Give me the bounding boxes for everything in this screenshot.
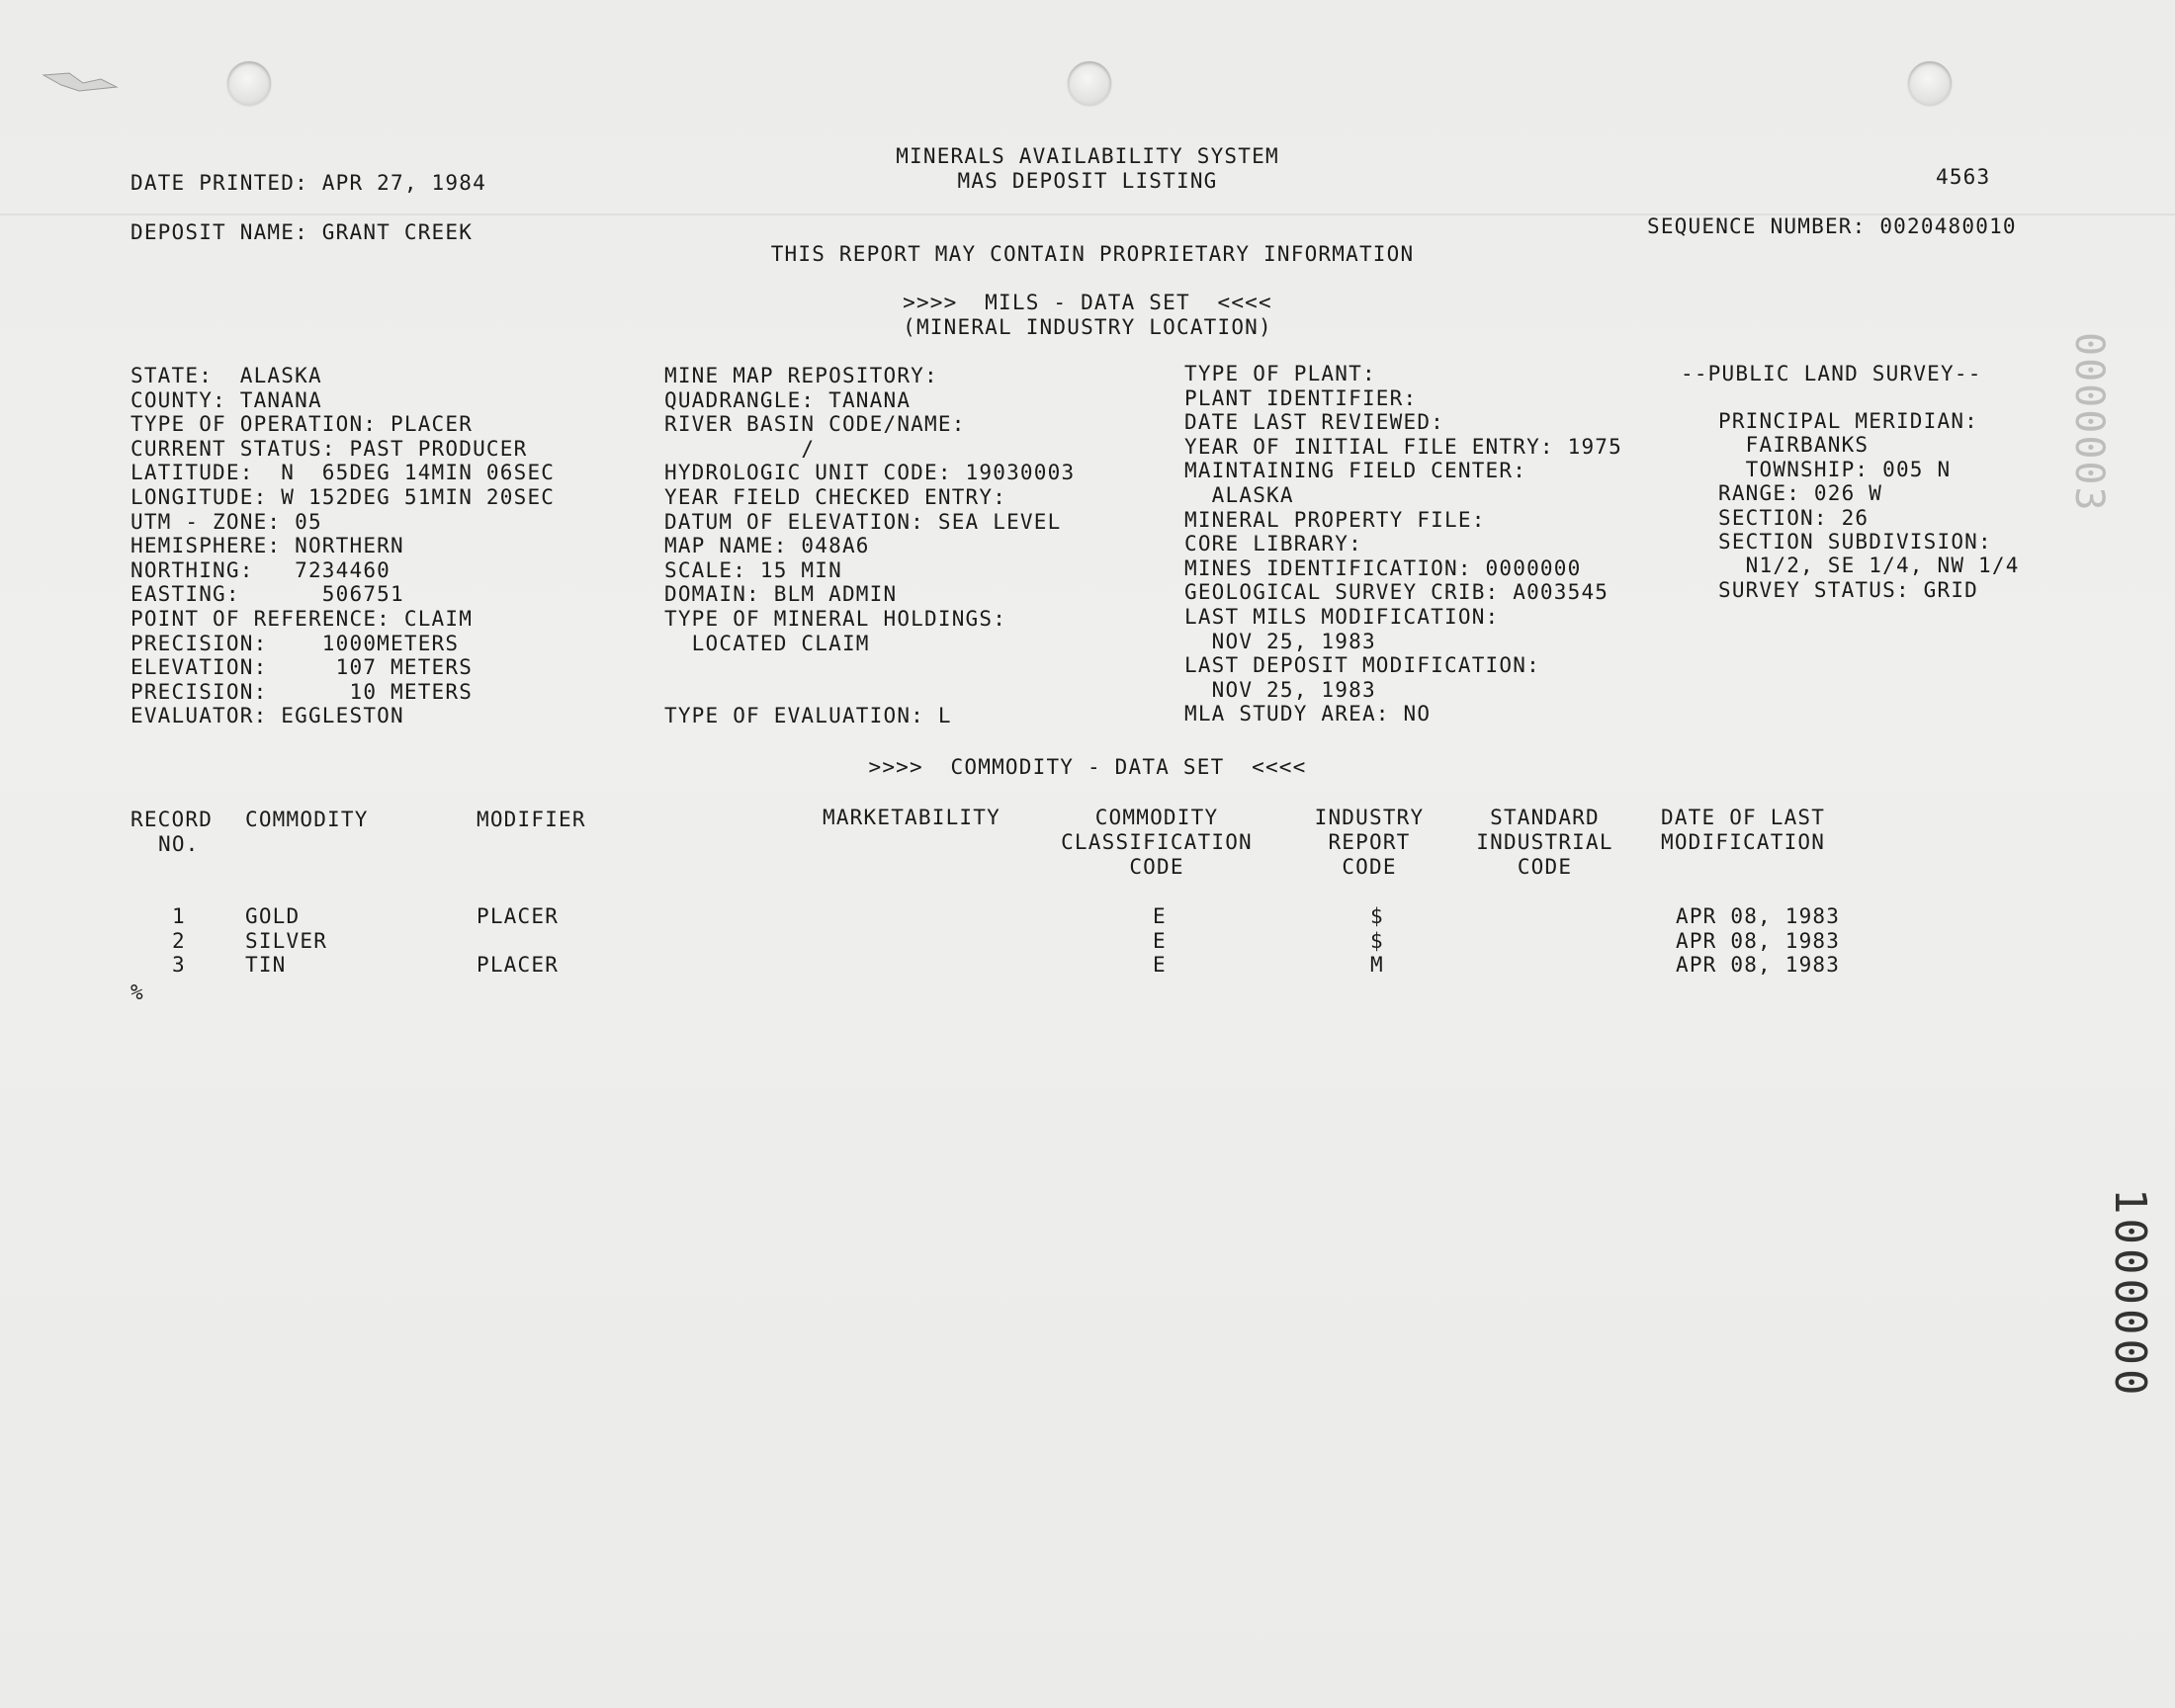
header-marketability: MARKETABILITY	[823, 806, 1000, 829]
col4-line: TOWNSHIP: 005 N	[1718, 457, 1952, 481]
faint-margin-number: 0000003	[2066, 332, 2112, 513]
frame-number: 1000000	[2105, 1188, 2155, 1400]
col4-line: RANGE: 026 W	[1718, 481, 1883, 506]
col3-line: TYPE OF PLANT:	[1184, 362, 1376, 385]
col2-line: MAP NAME: 048A6	[664, 534, 870, 558]
punch-hole-left	[227, 61, 271, 105]
col4-line: N1/2, SE 1/4, NW 1/4	[1718, 554, 2020, 578]
col3-line: MAINTAINING FIELD CENTER:	[1184, 459, 1527, 483]
punch-hole-center	[1068, 61, 1111, 105]
col1-line: POINT OF REFERENCE: CLAIM	[130, 607, 474, 631]
punch-hole-right	[1908, 61, 1952, 105]
col2-line: DATUM OF ELEVATION: SEA LEVEL	[664, 509, 1062, 534]
col1-line: CURRENT STATUS: PAST PRODUCER	[130, 436, 528, 461]
header-class-3: CODE	[1129, 855, 1184, 879]
col2-line: MINE MAP REPOSITORY:	[664, 364, 938, 387]
header-record: RECORD	[130, 808, 214, 831]
col4-line: SURVEY STATUS: GRID	[1718, 577, 1979, 602]
cell-commodity: TIN	[245, 953, 287, 977]
col4-line: SECTION SUBDIVISION:	[1718, 530, 1992, 554]
col2-line: YEAR FIELD CHECKED ENTRY:	[664, 485, 1007, 509]
cell-date: APR 08, 1983	[1676, 953, 1841, 977]
header-sic-1: STANDARD	[1490, 806, 1600, 829]
cell-class-code: E	[1153, 953, 1167, 977]
col3-line: LAST DEPOSIT MODIFICATION:	[1184, 653, 1540, 678]
col1-line: LONGITUDE: W 152DEG 51MIN 20SEC	[130, 485, 556, 509]
col3-line: MINERAL PROPERTY FILE:	[1184, 507, 1486, 532]
mils-title: >>>> MILS - DATA SET <<<<	[903, 291, 1272, 314]
col2-line: /	[664, 436, 816, 461]
proprietary-notice: THIS REPORT MAY CONTAIN PROPRIETARY INFORMATION	[770, 242, 1415, 266]
cell-modifier: PLACER	[477, 904, 560, 928]
col1-line: EASTING: 506751	[130, 582, 404, 607]
col1-line: EVALUATOR: EGGLESTON	[130, 704, 404, 728]
col2-line: DOMAIN: BLM ADMIN	[664, 582, 898, 607]
cell-modifier: PLACER	[477, 953, 560, 977]
header-record-no: NO.	[158, 832, 200, 856]
paper-tear-icon	[40, 69, 119, 99]
public-land-survey-title: --PUBLIC LAND SURVEY--	[1681, 362, 1982, 385]
col4-line: FAIRBANKS	[1718, 433, 1870, 458]
cell-date: APR 08, 1983	[1676, 904, 1841, 928]
cell-industry-code: $	[1370, 904, 1384, 928]
col1-line: UTM - ZONE: 05	[130, 509, 322, 534]
col1-line: NORTHING: 7234460	[130, 557, 392, 582]
cell-class-code: E	[1153, 928, 1167, 953]
col2-line: LOCATED CLAIM	[664, 631, 870, 655]
col2-line: TYPE OF MINERAL HOLDINGS:	[664, 607, 1007, 631]
col1-line: PRECISION: 1000METERS	[130, 631, 460, 655]
col3-line: DATE LAST REVIEWED:	[1184, 410, 1445, 435]
mils-subtitle: (MINERAL INDUSTRY LOCATION)	[903, 315, 1272, 339]
col2-line: RIVER BASIN CODE/NAME:	[664, 412, 966, 437]
col1-line: COUNTY: TANANA	[130, 387, 322, 412]
col3-line: YEAR OF INITIAL FILE ENTRY: 1975	[1184, 434, 1622, 459]
cell-no: 3	[172, 953, 186, 977]
col3-line: GEOLOGICAL SURVEY CRIB: A003545	[1184, 580, 1610, 605]
col3-line: CORE LIBRARY:	[1184, 532, 1362, 556]
header-commodity: COMMODITY	[245, 808, 369, 831]
header-sic-3: CODE	[1517, 855, 1573, 879]
cell-date: APR 08, 1983	[1676, 928, 1841, 953]
col3-line: LAST MILS MODIFICATION:	[1184, 605, 1500, 629]
col3-line: NOV 25, 1983	[1184, 629, 1376, 653]
col1-line: PRECISION: 10 METERS	[130, 679, 474, 704]
col2-line: SCALE: 15 MIN	[664, 557, 842, 582]
listing-title: MAS DEPOSIT LISTING	[957, 169, 1218, 193]
date-printed: DATE PRINTED: APR 27, 1984	[130, 171, 486, 195]
deposit-name: DEPOSIT NAME: GRANT CREEK	[130, 220, 474, 244]
header-date-1: DATE OF LAST	[1661, 806, 1826, 829]
col2-line: QUADRANGLE: TANANA	[664, 387, 912, 412]
header-modifier: MODIFIER	[477, 808, 586, 831]
col4-line: SECTION: 26	[1718, 505, 1870, 530]
col1-line: HEMISPHERE: NORTHERN	[130, 534, 404, 558]
system-title: MINERALS AVAILABILITY SYSTEM	[896, 144, 1279, 168]
col4-line: PRINCIPAL MERIDIAN:	[1718, 409, 1979, 433]
sequence-number: SEQUENCE NUMBER: 0020480010	[1647, 214, 2017, 238]
col2-line: TYPE OF EVALUATION: L	[664, 704, 952, 728]
col1-line: LATITUDE: N 65DEG 14MIN 06SEC	[130, 461, 556, 485]
header-industry-2: REPORT	[1328, 830, 1411, 854]
cell-no: 2	[172, 928, 186, 953]
col3-line: MINES IDENTIFICATION: 0000000	[1184, 555, 1582, 580]
col1-line: STATE: ALASKA	[130, 364, 322, 387]
end-of-record-mark: %	[130, 981, 144, 1004]
page-number: 4563	[1936, 165, 1991, 189]
cell-commodity: GOLD	[245, 904, 301, 928]
col2-line: HYDROLOGIC UNIT CODE: 19030003	[664, 461, 1076, 485]
cell-industry-code: M	[1370, 953, 1384, 977]
col3-line: MLA STUDY AREA: NO	[1184, 702, 1432, 726]
header-class-2: CLASSIFICATION	[1061, 830, 1253, 854]
col3-line: NOV 25, 1983	[1184, 677, 1376, 702]
header-sic-2: INDUSTRIAL	[1476, 830, 1613, 854]
commodity-title: >>>> COMMODITY - DATA SET <<<<	[868, 755, 1307, 779]
cell-industry-code: $	[1370, 928, 1384, 953]
header-industry-1: INDUSTRY	[1314, 806, 1425, 829]
cell-class-code: E	[1153, 904, 1167, 928]
header-industry-3: CODE	[1342, 855, 1397, 879]
header-class-1: COMMODITY	[1094, 806, 1219, 829]
header-date-2: MODIFICATION	[1661, 830, 1826, 854]
cell-no: 1	[172, 904, 186, 928]
cell-commodity: SILVER	[245, 928, 328, 953]
col1-line: ELEVATION: 107 METERS	[130, 655, 474, 680]
col3-line: PLANT IDENTIFIER:	[1184, 385, 1418, 410]
col1-line: TYPE OF OPERATION: PLACER	[130, 412, 474, 437]
col3-line: ALASKA	[1184, 483, 1294, 507]
